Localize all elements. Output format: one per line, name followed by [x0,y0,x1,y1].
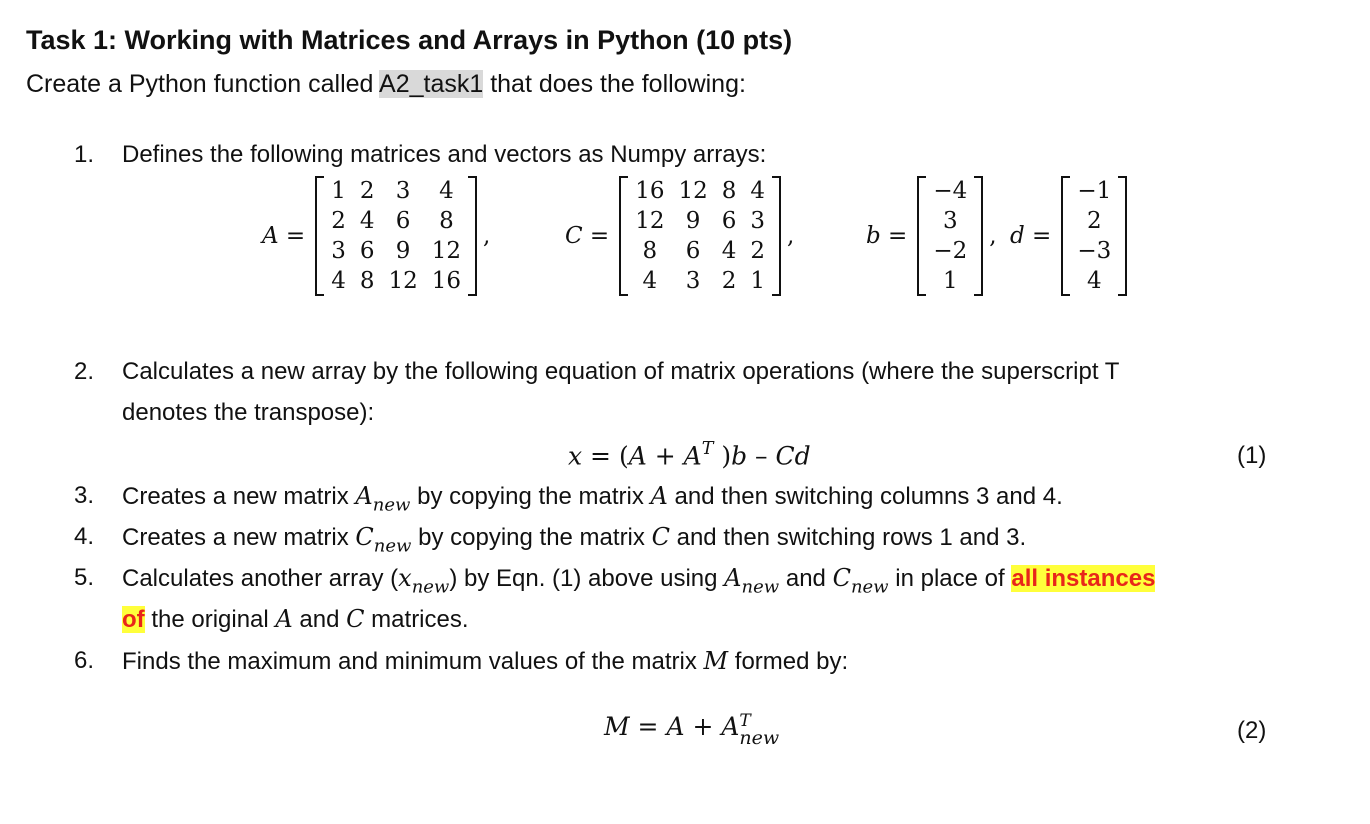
function-name: A2_task1 [379,70,484,98]
item-1-number: 1. [74,141,95,168]
item-4-number: 4. [74,523,95,550]
equation-1: $x = (A + A^T$ )b – Cd [568,439,811,471]
matrix-c: C = 16 12 8 4 12 9 6 3 8 6 4 2 4 3 2 1 , [565,178,795,294]
matrix-a-table: 1 2 3 4 2 4 6 8 3 6 9 12 4 8 12 16 [331,178,462,294]
item-3-text: Creates a new matrix $A_{new}$ by copying the matrix A and then switching columns 3 and 4. [122,482,1063,516]
item-4-text: Creates a new matrix $C_{new}$ by copying the matrix C and then switching rows 1 and 3. [122,523,1027,557]
matrix-a: A = 1 2 3 4 2 4 6 8 3 6 9 12 4 8 12 16 , [262,178,491,294]
vector-b-table: −4 3 −2 1 [933,178,968,294]
item-3-number: 3. [74,482,95,509]
vector-d-label: d = [1010,223,1052,249]
item-2-line1: Calculates a new array by the following equation of matrix operations (where the superscript T [122,358,1120,385]
task-title: Task 1: Working with Matrices and Arrays in Python (10 pts) [26,25,793,55]
matrix-c-label: C = [565,223,610,249]
highlight-all-instances: all instances [1011,565,1156,592]
item-5-number: 5. [74,564,95,591]
vector-d-table: −1 2 −3 4 [1077,178,1112,294]
intro-before: Create a Python function called [26,70,380,98]
vector-b-label: b = [866,223,908,249]
equation-2-label: (2) [1237,717,1267,744]
item-2-number: 2. [74,358,95,385]
equation-1-label: (1) [1237,442,1267,469]
item-5-line2: of the original A and C matrices. [122,605,469,633]
task-intro [26,70,746,99]
intro-after: that does the following: [483,70,746,98]
item-6-text: Finds the maximum and minimum values of the matrix M formed by: [122,647,849,675]
equation-2: M = A + A T new [604,711,780,749]
matrix-a-label: A = [262,223,306,249]
highlight-of: of [122,606,145,633]
vector-d [1010,176,1127,296]
item-1-text: Defines the following matrices and vectors as Numpy arrays: [122,141,767,168]
item-2-line2: denotes the transpose): [122,399,375,426]
item-6-number: 6. [74,647,95,674]
item-5-line1: Calculates another array $(x_{new})$ by Eqn. (1) above using $A_{new}$ and $C_{new}$ in place of all instances [122,564,1156,598]
matrix-c-table: 16 12 8 4 12 9 6 3 8 6 4 2 4 3 2 1 [635,178,766,294]
vector-b: b = −4 3 −2 1 , [866,178,997,294]
